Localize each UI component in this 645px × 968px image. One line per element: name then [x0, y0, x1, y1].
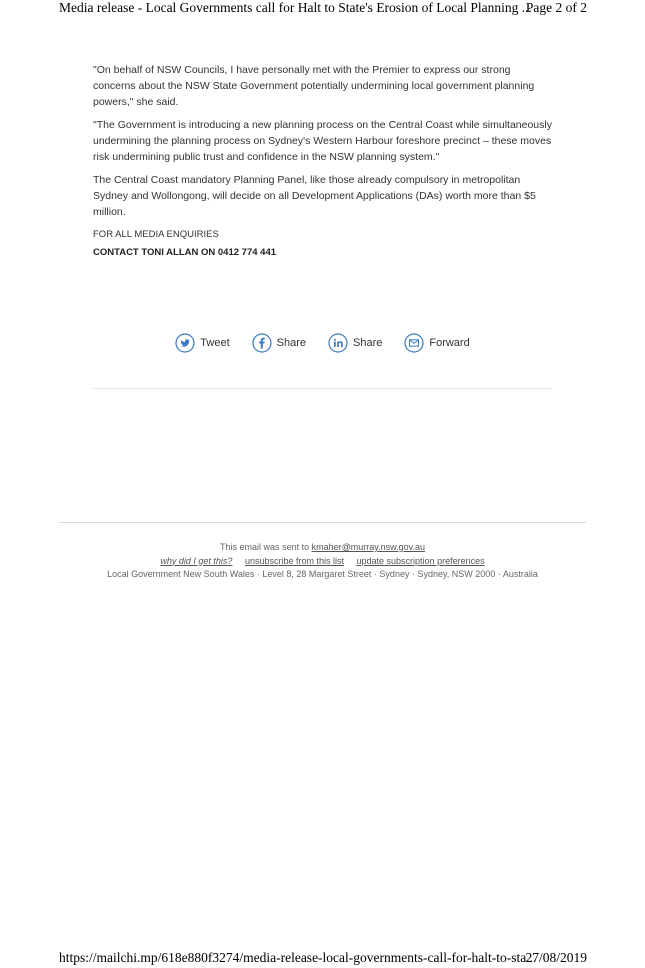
forward-button[interactable] — [404, 331, 469, 355]
body-paragraph: "On behalf of NSW Councils, I have personally met with the Premier to express our strong concerns about the NSW State Government potentially undermining local government planning powers," she said. — [93, 64, 535, 108]
email-footer — [0, 541, 645, 582]
page-url: https://mailchi.mp/618e880f3274/media-release-local-governments-call-for-halt-to-sta... — [59, 950, 537, 965]
body-paragraph: "The Government is introducing a new planning process on the Central Coast while simultaneously undermining the planning process on Sydney's Western Harbour foreshore precinct – these moves risk undermining public trust and confidence in the NSW planning system." — [93, 119, 552, 163]
print-date: 27/08/2019 — [525, 950, 587, 965]
subscription-links — [0, 555, 645, 569]
tweet-label: Tweet — [200, 337, 230, 349]
facebook-share-label: Share — [276, 337, 306, 349]
print-footer — [59, 950, 587, 968]
print-header — [59, 0, 587, 18]
twitter-icon — [175, 333, 195, 353]
linkedin-share-button[interactable] — [328, 331, 382, 355]
update-preferences-link[interactable]: update subscription preferences — [356, 555, 485, 566]
sent-to-label: This email was sent to — [220, 542, 310, 552]
page-number: Page 2 of 2 — [525, 0, 587, 15]
sent-to-line — [0, 541, 645, 555]
linkedin-icon — [328, 333, 348, 353]
email-body — [93, 62, 555, 261]
print-header-title: Media release - Local Governments call for Halt to State's Erosion of Local Planning ... — [59, 0, 532, 15]
tweet-button[interactable] — [175, 331, 229, 355]
forward-label: Forward — [429, 337, 470, 349]
body-paragraph: The Central Coast mandatory Planning Panel, like those already compulsory in metropolitan Sydney and Wollongong, will decide on all Development Applications (DAs) worth more than $5 million. — [93, 174, 536, 218]
footer-divider — [59, 522, 586, 523]
why-did-i-get-this-link[interactable]: why did I get this? — [160, 555, 233, 566]
facebook-icon — [252, 333, 272, 353]
facebook-share-button[interactable] — [252, 331, 306, 355]
media-enquiries-label: FOR ALL MEDIA ENQUIRIES — [93, 229, 219, 240]
email-icon — [404, 333, 424, 353]
media-contact: CONTACT TONI ALLAN ON 0412 774 441 — [93, 247, 277, 258]
recipient-email-link[interactable]: kmaher@murray.nsw.gov.au — [311, 542, 425, 552]
share-bar — [0, 331, 645, 355]
divider — [93, 388, 551, 389]
unsubscribe-link[interactable]: unsubscribe from this list — [244, 555, 344, 566]
mailing-address: Local Government New South Wales · Level 8, 28 Margaret Street · Sydney · Sydney, NSW 2000 · Australia — [107, 569, 538, 579]
linkedin-share-label: Share — [353, 337, 383, 349]
